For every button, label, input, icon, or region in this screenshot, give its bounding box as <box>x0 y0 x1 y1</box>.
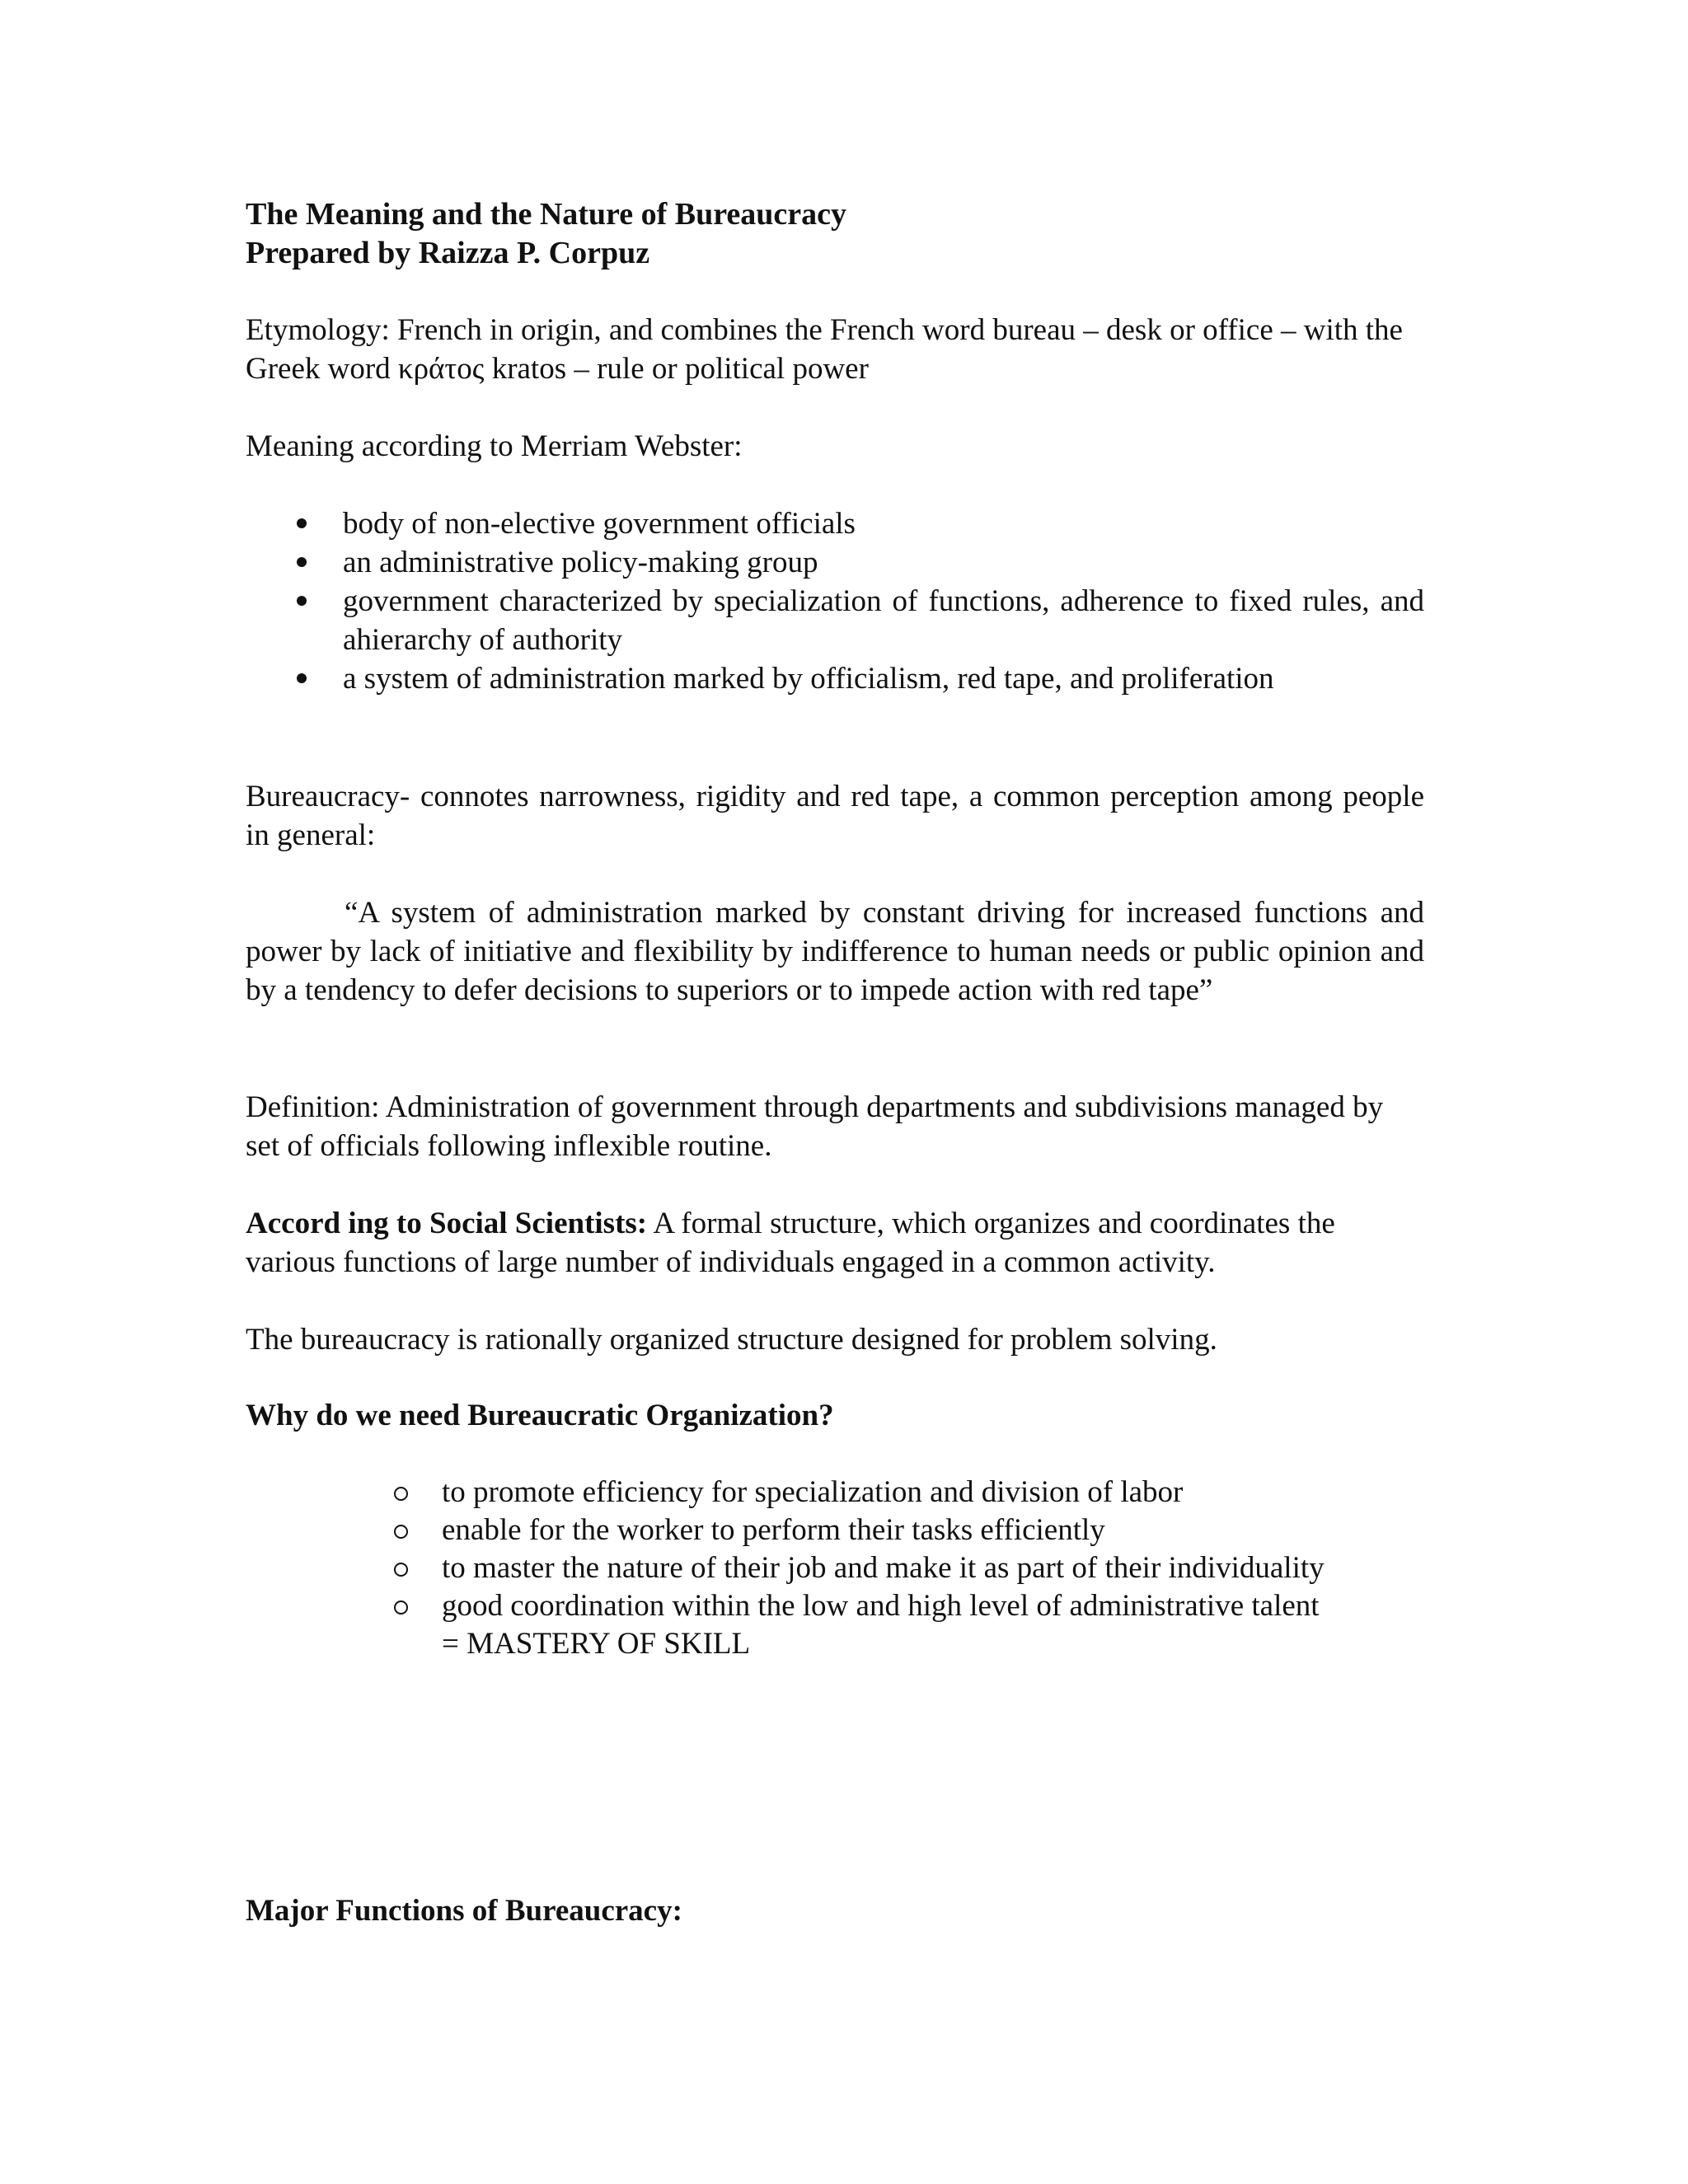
bullet-icon <box>297 673 307 683</box>
list-item: good coordination within the low and high level of administrative talent <box>246 1587 1424 1625</box>
why-list <box>246 1474 1424 1663</box>
social-scientists-text: A formal structure, which organizes and coordinates the various functions of large number of individuals engaged in a common activity. <box>246 1207 1335 1279</box>
bullet-icon <box>297 518 307 528</box>
meaning-list <box>246 504 1424 698</box>
circle-bullet-icon <box>394 1601 408 1615</box>
circle-bullet-icon <box>394 1487 408 1501</box>
list-item: a system of administration marked by officialism, red tape, and proliferation <box>246 659 1424 698</box>
list-item: to master the nature of their job and make it as part of their individuality <box>246 1549 1424 1587</box>
quote-paragraph: “A system of administration marked by constant driving for increased functions and power by lack of initiative and flexibility by indifference to human needs or public opinion and by a tendency to defer decisions to superiors or to impede action with red tape” <box>246 896 1424 1007</box>
bullet-icon <box>297 596 307 606</box>
author-line: Prepared by Raizza P. Corpuz <box>246 236 650 270</box>
list-item: an administrative policy-making group <box>246 543 1424 582</box>
list-item: to promote efficiency for specialization and division of labor <box>246 1474 1424 1511</box>
definition-paragraph: Definition: Administration of government through departments and subdivisions managed by set of officials following inflexible routine. <box>246 1090 1384 1163</box>
list-item: body of non-elective government officials <box>246 504 1424 543</box>
mastery-line: = MASTERY OF SKILL <box>442 1627 751 1661</box>
document-title <box>246 195 1424 273</box>
list-item: enable for the worker to perform their tasks efficiently <box>246 1511 1424 1549</box>
social-scientists-paragraph <box>246 1204 1424 1282</box>
connotes-paragraph: Bureaucracy- connotes narrowness, rigidity and red tape, a common perception among people in general: <box>246 780 1424 852</box>
meaning-heading: Meaning according to Merriam Webster: <box>246 429 743 463</box>
social-scientists-label: Accord ing to Social Scientists: <box>246 1207 648 1240</box>
circle-bullet-icon <box>394 1525 408 1539</box>
why-heading: Why do we need Bureaucratic Organization? <box>246 1399 834 1432</box>
major-functions-heading: Major Functions of Bureaucracy: <box>246 1894 682 1928</box>
circle-bullet-icon <box>394 1563 408 1577</box>
etymology-paragraph: Etymology: French in origin, and combines the French word bureau – desk or office – with the Greek word κράτος kratos – rule or political power <box>246 313 1403 386</box>
title-line: The Meaning and the Nature of Bureaucracy <box>246 197 847 232</box>
bullet-icon <box>297 557 307 567</box>
rational-paragraph: The bureaucracy is rationally organized structure designed for problem solving. <box>246 1323 1217 1357</box>
list-item: government characterized by specialization of functions, adherence to fixed rules, and ahierarchy of authority <box>246 582 1424 659</box>
